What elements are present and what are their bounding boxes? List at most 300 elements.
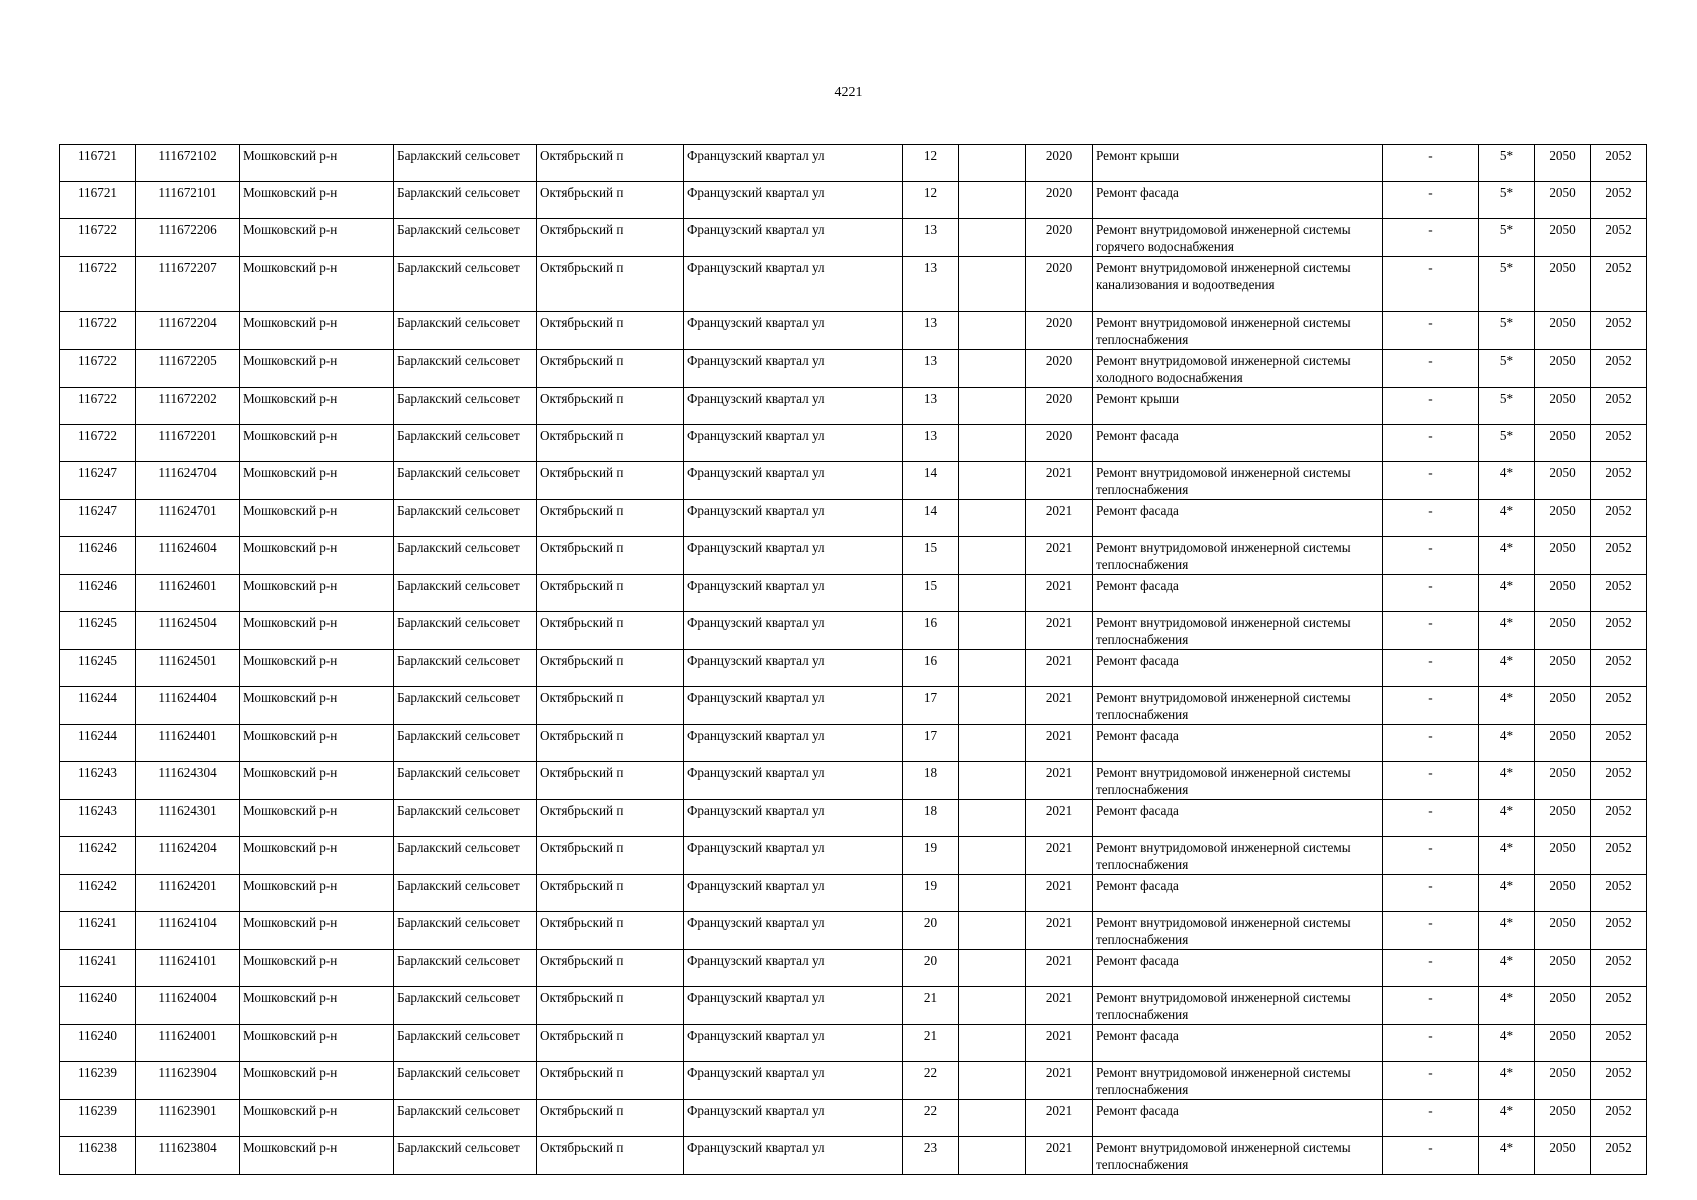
work-type-cell: Ремонт фасада: [1093, 500, 1383, 537]
work-type-cell: Ремонт фасада: [1093, 800, 1383, 837]
work-type-cell: Ремонт внутридомовой инженерной системы канализования и водоотведения: [1093, 257, 1383, 312]
element-id-cell: 111623904: [136, 1062, 240, 1100]
table-row: [60, 612, 1647, 650]
building-cell: [959, 312, 1026, 350]
council-cell: Барлакский сельсовет: [394, 912, 537, 950]
building-cell: [959, 350, 1026, 388]
house-number-cell: 20: [903, 912, 959, 950]
year-cell: 2020: [1026, 388, 1093, 425]
record-id-cell: 116241: [60, 912, 136, 950]
dash-cell: -: [1383, 912, 1479, 950]
work-type-cell: Ремонт внутридомовой инженерной системы теплоснабжения: [1093, 312, 1383, 350]
building-cell: [959, 500, 1026, 537]
rank-cell: 5*: [1479, 350, 1535, 388]
year-cell: 2021: [1026, 537, 1093, 575]
rank-cell: 4*: [1479, 500, 1535, 537]
work-type-cell: Ремонт внутридомовой инженерной системы теплоснабжения: [1093, 1062, 1383, 1100]
dash-cell: -: [1383, 388, 1479, 425]
house-number-cell: 22: [903, 1062, 959, 1100]
record-id-cell: 116242: [60, 837, 136, 875]
table-row: [60, 219, 1647, 257]
building-cell: [959, 725, 1026, 762]
record-id-cell: 116243: [60, 762, 136, 800]
plan-year-end-cell: 2052: [1591, 312, 1647, 350]
council-cell: Барлакский сельсовет: [394, 612, 537, 650]
record-id-cell: 116247: [60, 462, 136, 500]
house-number-cell: 15: [903, 537, 959, 575]
year-cell: 2021: [1026, 687, 1093, 725]
street-cell: Французский квартал ул: [684, 612, 903, 650]
plan-year-end-cell: 2052: [1591, 987, 1647, 1025]
record-id-cell: 116240: [60, 987, 136, 1025]
building-cell: [959, 687, 1026, 725]
building-cell: [959, 462, 1026, 500]
dash-cell: -: [1383, 1025, 1479, 1062]
rank-cell: 5*: [1479, 219, 1535, 257]
element-id-cell: 111624401: [136, 725, 240, 762]
record-id-cell: 116247: [60, 500, 136, 537]
plan-year-end-cell: 2052: [1591, 912, 1647, 950]
record-id-cell: 116244: [60, 725, 136, 762]
house-number-cell: 21: [903, 1025, 959, 1062]
table-row: [60, 1137, 1647, 1175]
settlement-cell: Октябрьский п: [537, 145, 684, 182]
district-cell: Мошковский р-н: [240, 219, 394, 257]
settlement-cell: Октябрьский п: [537, 425, 684, 462]
rank-cell: 4*: [1479, 875, 1535, 912]
street-cell: Французский квартал ул: [684, 650, 903, 687]
plan-year-end-cell: 2052: [1591, 650, 1647, 687]
plan-year-start-cell: 2050: [1535, 687, 1591, 725]
dash-cell: -: [1383, 257, 1479, 312]
year-cell: 2021: [1026, 1062, 1093, 1100]
work-type-cell: Ремонт фасада: [1093, 425, 1383, 462]
plan-year-start-cell: 2050: [1535, 1025, 1591, 1062]
plan-year-end-cell: 2052: [1591, 1062, 1647, 1100]
building-cell: [959, 1100, 1026, 1137]
council-cell: Барлакский сельсовет: [394, 145, 537, 182]
council-cell: Барлакский сельсовет: [394, 1137, 537, 1175]
record-id-cell: 116722: [60, 257, 136, 312]
dash-cell: -: [1383, 575, 1479, 612]
council-cell: Барлакский сельсовет: [394, 762, 537, 800]
settlement-cell: Октябрьский п: [537, 257, 684, 312]
element-id-cell: 111624304: [136, 762, 240, 800]
work-type-cell: Ремонт внутридомовой инженерной системы холодного водоснабжения: [1093, 350, 1383, 388]
plan-year-end-cell: 2052: [1591, 762, 1647, 800]
table-row: [60, 1062, 1647, 1100]
record-id-cell: 116244: [60, 687, 136, 725]
settlement-cell: Октябрьский п: [537, 462, 684, 500]
element-id-cell: 111672202: [136, 388, 240, 425]
table-row: [60, 950, 1647, 987]
rank-cell: 4*: [1479, 950, 1535, 987]
council-cell: Барлакский сельсовет: [394, 687, 537, 725]
plan-year-start-cell: 2050: [1535, 312, 1591, 350]
district-cell: Мошковский р-н: [240, 950, 394, 987]
plan-year-end-cell: 2052: [1591, 687, 1647, 725]
building-cell: [959, 912, 1026, 950]
plan-year-end-cell: 2052: [1591, 612, 1647, 650]
district-cell: Мошковский р-н: [240, 1062, 394, 1100]
dash-cell: -: [1383, 537, 1479, 575]
plan-year-end-cell: 2052: [1591, 837, 1647, 875]
rank-cell: 4*: [1479, 800, 1535, 837]
element-id-cell: 111624101: [136, 950, 240, 987]
table-row: [60, 145, 1647, 182]
plan-year-start-cell: 2050: [1535, 537, 1591, 575]
plan-year-start-cell: 2050: [1535, 725, 1591, 762]
record-id-cell: 116722: [60, 312, 136, 350]
record-id-cell: 116238: [60, 1137, 136, 1175]
street-cell: Французский квартал ул: [684, 687, 903, 725]
street-cell: Французский квартал ул: [684, 145, 903, 182]
rank-cell: 5*: [1479, 312, 1535, 350]
house-number-cell: 19: [903, 875, 959, 912]
element-id-cell: 111624704: [136, 462, 240, 500]
work-type-cell: Ремонт крыши: [1093, 145, 1383, 182]
district-cell: Мошковский р-н: [240, 1137, 394, 1175]
year-cell: 2020: [1026, 350, 1093, 388]
rank-cell: 4*: [1479, 462, 1535, 500]
building-cell: [959, 1137, 1026, 1175]
table-row: [60, 257, 1647, 312]
year-cell: 2021: [1026, 800, 1093, 837]
plan-year-end-cell: 2052: [1591, 500, 1647, 537]
plan-year-end-cell: 2052: [1591, 875, 1647, 912]
street-cell: Французский квартал ул: [684, 987, 903, 1025]
record-id-cell: 116722: [60, 350, 136, 388]
element-id-cell: 111624004: [136, 987, 240, 1025]
table-row: [60, 462, 1647, 500]
dash-cell: -: [1383, 1062, 1479, 1100]
building-cell: [959, 1062, 1026, 1100]
street-cell: Французский квартал ул: [684, 1137, 903, 1175]
element-id-cell: 111624301: [136, 800, 240, 837]
building-cell: [959, 219, 1026, 257]
street-cell: Французский квартал ул: [684, 725, 903, 762]
year-cell: 2020: [1026, 257, 1093, 312]
settlement-cell: Октябрьский п: [537, 1062, 684, 1100]
house-number-cell: 22: [903, 1100, 959, 1137]
rank-cell: 4*: [1479, 1062, 1535, 1100]
table-row: [60, 182, 1647, 219]
year-cell: 2020: [1026, 312, 1093, 350]
plan-year-end-cell: 2052: [1591, 425, 1647, 462]
plan-year-start-cell: 2050: [1535, 987, 1591, 1025]
street-cell: Французский квартал ул: [684, 912, 903, 950]
dash-cell: -: [1383, 425, 1479, 462]
work-type-cell: Ремонт внутридомовой инженерной системы горячего водоснабжения: [1093, 219, 1383, 257]
plan-year-start-cell: 2050: [1535, 425, 1591, 462]
work-type-cell: Ремонт внутридомовой инженерной системы теплоснабжения: [1093, 687, 1383, 725]
plan-year-start-cell: 2050: [1535, 1137, 1591, 1175]
table-row: [60, 575, 1647, 612]
year-cell: 2020: [1026, 219, 1093, 257]
settlement-cell: Октябрьский п: [537, 912, 684, 950]
street-cell: Французский квартал ул: [684, 875, 903, 912]
house-number-cell: 15: [903, 575, 959, 612]
rank-cell: 4*: [1479, 912, 1535, 950]
plan-year-end-cell: 2052: [1591, 182, 1647, 219]
council-cell: Барлакский сельсовет: [394, 800, 537, 837]
settlement-cell: Октябрьский п: [537, 350, 684, 388]
dash-cell: -: [1383, 950, 1479, 987]
council-cell: Барлакский сельсовет: [394, 462, 537, 500]
plan-year-start-cell: 2050: [1535, 912, 1591, 950]
street-cell: Французский квартал ул: [684, 462, 903, 500]
record-id-cell: 116246: [60, 575, 136, 612]
settlement-cell: Октябрьский п: [537, 312, 684, 350]
element-id-cell: 111672205: [136, 350, 240, 388]
building-cell: [959, 425, 1026, 462]
dash-cell: -: [1383, 650, 1479, 687]
element-id-cell: 111672101: [136, 182, 240, 219]
table-row: [60, 650, 1647, 687]
district-cell: Мошковский р-н: [240, 145, 394, 182]
building-cell: [959, 950, 1026, 987]
rank-cell: 4*: [1479, 1137, 1535, 1175]
street-cell: Французский квартал ул: [684, 182, 903, 219]
district-cell: Мошковский р-н: [240, 1025, 394, 1062]
building-cell: [959, 537, 1026, 575]
settlement-cell: Октябрьский п: [537, 762, 684, 800]
street-cell: Французский квартал ул: [684, 500, 903, 537]
house-number-cell: 13: [903, 350, 959, 388]
council-cell: Барлакский сельсовет: [394, 987, 537, 1025]
rank-cell: 4*: [1479, 725, 1535, 762]
table-row: [60, 350, 1647, 388]
council-cell: Барлакский сельсовет: [394, 1100, 537, 1137]
dash-cell: -: [1383, 1100, 1479, 1137]
dash-cell: -: [1383, 1137, 1479, 1175]
district-cell: Мошковский р-н: [240, 912, 394, 950]
building-cell: [959, 575, 1026, 612]
rank-cell: 5*: [1479, 145, 1535, 182]
house-number-cell: 23: [903, 1137, 959, 1175]
street-cell: Французский квартал ул: [684, 312, 903, 350]
year-cell: 2021: [1026, 612, 1093, 650]
house-number-cell: 12: [903, 145, 959, 182]
house-number-cell: 17: [903, 687, 959, 725]
house-number-cell: 14: [903, 500, 959, 537]
street-cell: Французский квартал ул: [684, 257, 903, 312]
building-cell: [959, 875, 1026, 912]
work-type-cell: Ремонт внутридомовой инженерной системы теплоснабжения: [1093, 987, 1383, 1025]
dash-cell: -: [1383, 687, 1479, 725]
council-cell: Барлакский сельсовет: [394, 312, 537, 350]
plan-year-start-cell: 2050: [1535, 388, 1591, 425]
house-number-cell: 16: [903, 650, 959, 687]
dash-cell: -: [1383, 725, 1479, 762]
record-id-cell: 116245: [60, 612, 136, 650]
year-cell: 2021: [1026, 1025, 1093, 1062]
element-id-cell: 111672207: [136, 257, 240, 312]
district-cell: Мошковский р-н: [240, 762, 394, 800]
plan-year-start-cell: 2050: [1535, 257, 1591, 312]
table-row: [60, 725, 1647, 762]
table-row: [60, 800, 1647, 837]
plan-year-end-cell: 2052: [1591, 219, 1647, 257]
element-id-cell: 111624604: [136, 537, 240, 575]
settlement-cell: Октябрьский п: [537, 987, 684, 1025]
rank-cell: 4*: [1479, 987, 1535, 1025]
dash-cell: -: [1383, 500, 1479, 537]
element-id-cell: 111624201: [136, 875, 240, 912]
building-cell: [959, 182, 1026, 219]
plan-year-start-cell: 2050: [1535, 650, 1591, 687]
table-row: [60, 1025, 1647, 1062]
house-number-cell: 16: [903, 612, 959, 650]
table-row: [60, 537, 1647, 575]
record-id-cell: 116239: [60, 1100, 136, 1137]
table-body: [60, 145, 1647, 1175]
house-number-cell: 13: [903, 312, 959, 350]
element-id-cell: 111624404: [136, 687, 240, 725]
district-cell: Мошковский р-н: [240, 687, 394, 725]
settlement-cell: Октябрьский п: [537, 1137, 684, 1175]
record-id-cell: 116722: [60, 388, 136, 425]
rank-cell: 4*: [1479, 612, 1535, 650]
rank-cell: 4*: [1479, 537, 1535, 575]
year-cell: 2020: [1026, 182, 1093, 219]
dash-cell: -: [1383, 800, 1479, 837]
element-id-cell: 111672102: [136, 145, 240, 182]
year-cell: 2021: [1026, 1100, 1093, 1137]
work-type-cell: Ремонт фасада: [1093, 875, 1383, 912]
table-row: [60, 987, 1647, 1025]
council-cell: Барлакский сельсовет: [394, 182, 537, 219]
house-number-cell: 19: [903, 837, 959, 875]
plan-year-start-cell: 2050: [1535, 762, 1591, 800]
plan-year-start-cell: 2050: [1535, 800, 1591, 837]
plan-year-start-cell: 2050: [1535, 145, 1591, 182]
council-cell: Барлакский сельсовет: [394, 500, 537, 537]
district-cell: Мошковский р-н: [240, 312, 394, 350]
plan-year-start-cell: 2050: [1535, 837, 1591, 875]
plan-year-end-cell: 2052: [1591, 800, 1647, 837]
dash-cell: -: [1383, 145, 1479, 182]
council-cell: Барлакский сельсовет: [394, 219, 537, 257]
council-cell: Барлакский сельсовет: [394, 350, 537, 388]
council-cell: Барлакский сельсовет: [394, 1062, 537, 1100]
house-number-cell: 12: [903, 182, 959, 219]
plan-year-end-cell: 2052: [1591, 350, 1647, 388]
element-id-cell: 111624701: [136, 500, 240, 537]
dash-cell: -: [1383, 182, 1479, 219]
record-id-cell: 116722: [60, 219, 136, 257]
district-cell: Мошковский р-н: [240, 462, 394, 500]
element-id-cell: 111624001: [136, 1025, 240, 1062]
work-type-cell: Ремонт фасада: [1093, 1100, 1383, 1137]
year-cell: 2021: [1026, 575, 1093, 612]
element-id-cell: 111623901: [136, 1100, 240, 1137]
building-cell: [959, 837, 1026, 875]
street-cell: Французский квартал ул: [684, 762, 903, 800]
house-number-cell: 17: [903, 725, 959, 762]
district-cell: Мошковский р-н: [240, 987, 394, 1025]
council-cell: Барлакский сельсовет: [394, 257, 537, 312]
dash-cell: -: [1383, 762, 1479, 800]
record-id-cell: 116245: [60, 650, 136, 687]
plan-year-end-cell: 2052: [1591, 257, 1647, 312]
district-cell: Мошковский р-н: [240, 800, 394, 837]
plan-year-start-cell: 2050: [1535, 575, 1591, 612]
district-cell: Мошковский р-н: [240, 725, 394, 762]
house-number-cell: 18: [903, 762, 959, 800]
district-cell: Мошковский р-н: [240, 837, 394, 875]
street-cell: Французский квартал ул: [684, 575, 903, 612]
plan-year-end-cell: 2052: [1591, 1100, 1647, 1137]
record-id-cell: 116239: [60, 1062, 136, 1100]
year-cell: 2021: [1026, 912, 1093, 950]
dash-cell: -: [1383, 612, 1479, 650]
element-id-cell: 111624501: [136, 650, 240, 687]
record-id-cell: 116240: [60, 1025, 136, 1062]
record-id-cell: 116721: [60, 182, 136, 219]
street-cell: Французский квартал ул: [684, 388, 903, 425]
settlement-cell: Октябрьский п: [537, 182, 684, 219]
house-number-cell: 13: [903, 257, 959, 312]
council-cell: Барлакский сельсовет: [394, 575, 537, 612]
rank-cell: 5*: [1479, 182, 1535, 219]
plan-year-start-cell: 2050: [1535, 500, 1591, 537]
plan-year-end-cell: 2052: [1591, 388, 1647, 425]
rank-cell: 4*: [1479, 575, 1535, 612]
district-cell: Мошковский р-н: [240, 650, 394, 687]
building-cell: [959, 650, 1026, 687]
table-row: [60, 500, 1647, 537]
dash-cell: -: [1383, 837, 1479, 875]
work-type-cell: Ремонт крыши: [1093, 388, 1383, 425]
plan-year-end-cell: 2052: [1591, 537, 1647, 575]
district-cell: Мошковский р-н: [240, 350, 394, 388]
rank-cell: 5*: [1479, 388, 1535, 425]
dash-cell: -: [1383, 350, 1479, 388]
settlement-cell: Октябрьский п: [537, 875, 684, 912]
building-cell: [959, 145, 1026, 182]
work-type-cell: Ремонт фасада: [1093, 575, 1383, 612]
street-cell: Французский квартал ул: [684, 350, 903, 388]
table-row: [60, 388, 1647, 425]
house-number-cell: 13: [903, 425, 959, 462]
work-type-cell: Ремонт внутридомовой инженерной системы теплоснабжения: [1093, 912, 1383, 950]
settlement-cell: Октябрьский п: [537, 500, 684, 537]
building-cell: [959, 1025, 1026, 1062]
plan-year-end-cell: 2052: [1591, 575, 1647, 612]
council-cell: Барлакский сельсовет: [394, 537, 537, 575]
table-row: [60, 425, 1647, 462]
element-id-cell: 111624104: [136, 912, 240, 950]
settlement-cell: Октябрьский п: [537, 950, 684, 987]
building-cell: [959, 612, 1026, 650]
district-cell: Мошковский р-н: [240, 1100, 394, 1137]
table-row: [60, 762, 1647, 800]
year-cell: 2021: [1026, 650, 1093, 687]
year-cell: 2021: [1026, 725, 1093, 762]
settlement-cell: Октябрьский п: [537, 537, 684, 575]
work-type-cell: Ремонт фасада: [1093, 950, 1383, 987]
plan-year-start-cell: 2050: [1535, 1100, 1591, 1137]
street-cell: Французский квартал ул: [684, 950, 903, 987]
element-id-cell: 111672206: [136, 219, 240, 257]
table-row: [60, 837, 1647, 875]
year-cell: 2021: [1026, 837, 1093, 875]
council-cell: Барлакский сельсовет: [394, 650, 537, 687]
council-cell: Барлакский сельсовет: [394, 837, 537, 875]
settlement-cell: Октябрьский п: [537, 612, 684, 650]
rank-cell: 4*: [1479, 687, 1535, 725]
